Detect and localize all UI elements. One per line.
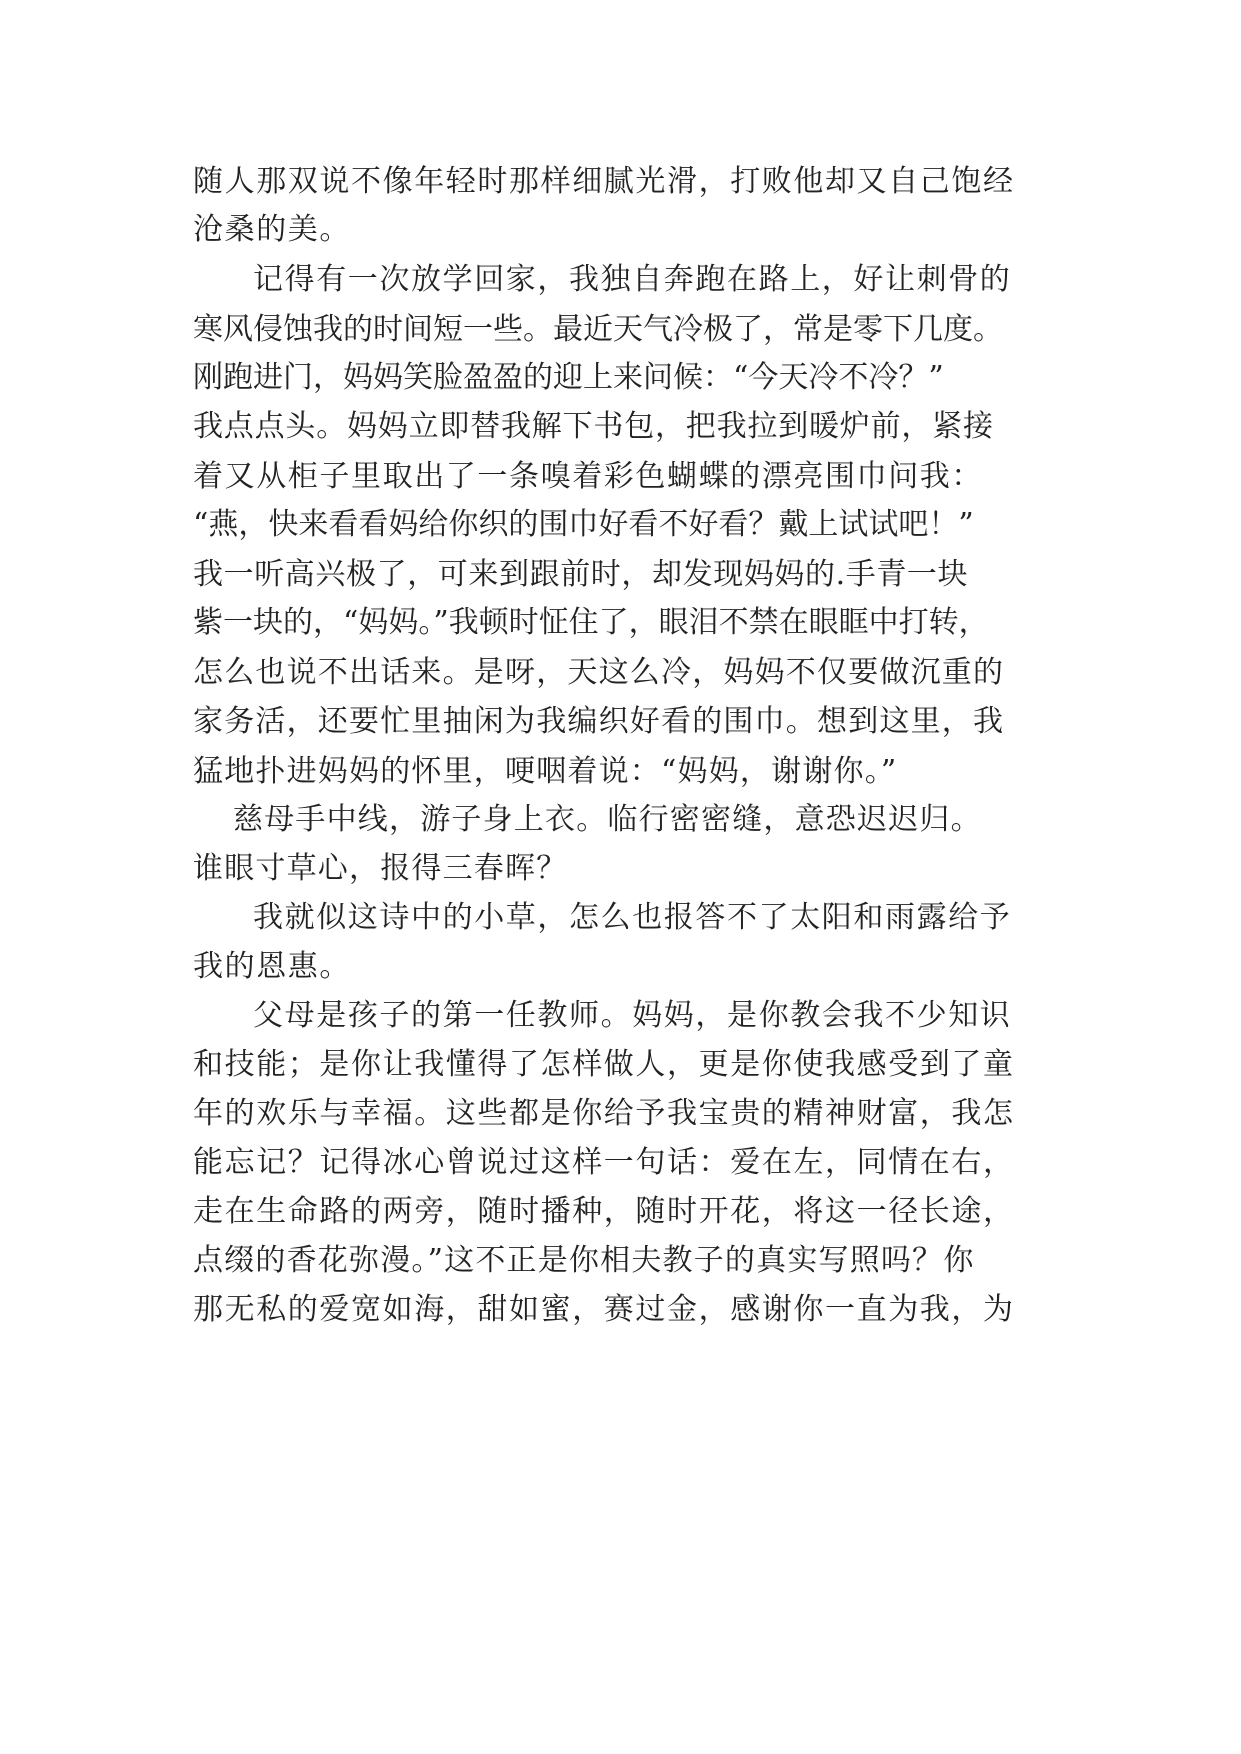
text-line: 我就似这诗中的小草，怎么也报答不了太阳和雨露给予: [253, 900, 1012, 935]
text-line: 年的欢乐与幸福。这些都是你给予我宝贵的精神财富，我怎: [193, 1096, 1015, 1131]
text-line: 家务活，还要忙里抽闲为我编织好看的围巾。想到这里，我: [193, 704, 1005, 739]
text-line: 猛地扑进妈妈的怀里，哽咽着说：“妈妈，谢谢你。”: [193, 754, 898, 789]
text-line: 走在生命路的两旁，随时播种，随时开花，将这一径长途，: [193, 1194, 1015, 1229]
text-line: 记得有一次放学回家，我独自奔跑在路上，好让刺骨的: [253, 262, 1012, 297]
text-line: “燕，快来看看妈给你织的围巾好看不好看？戴上试试吧！”: [193, 507, 974, 542]
text-line: 怎么也说不出话来。是呀，天这么冷，妈妈不仅要做沉重的: [193, 655, 1005, 690]
text-line: 谁眼寸草心，报得三春晖？: [193, 851, 568, 886]
text-line: 沧桑的美。: [193, 212, 351, 247]
text-line: 慈母手中线，游子身上衣。临行密密缝，意恐迟迟归。: [233, 802, 982, 837]
text-line: 刚跑进门，妈妈笑脸盈盈的迎上来问候：“今天冷不冷？”: [193, 360, 944, 395]
text-line: 和技能；是你让我懂得了怎样做人，更是你使我感受到了童: [193, 1047, 1015, 1082]
text-line: 随人那双说不像年轻时那样细腻光滑，打败他却又自己饱经: [193, 164, 1015, 199]
text-line: 着又从柜子里取出了一条嗅着彩色蝴蝶的漂亮围巾问我：: [193, 459, 983, 494]
text-line: 那无私的爱宽如海，甜如蜜，赛过金，感谢你一直为我，为: [193, 1292, 1015, 1327]
text-line: 我的恩惠。: [193, 949, 351, 984]
text-line: 点缀的香花弥漫。”这不正是你相夫教子的真实写照吗？你: [193, 1243, 975, 1278]
text-line: 我一听高兴极了，可来到跟前时，却发现妈妈的.手青一块: [193, 557, 969, 592]
text-line: 能忘记？记得冰心曾说过这样一句话：爱在左，同情在右，: [193, 1145, 1015, 1180]
text-line: 紫一块的，“妈妈。”我顿时怔住了，眼泪不禁在眼眶中打转，: [193, 605, 989, 640]
text-line: 父母是孩子的第一任教师。妈妈，是你教会我不少知识: [253, 998, 1012, 1033]
text-line: 寒风侵蚀我的时间短一些。最近天气冷极了，常是零下几度。: [193, 312, 1003, 347]
text-line: 我点点头。妈妈立即替我解下书包，把我拉到暖炉前，紧接: [193, 409, 994, 444]
